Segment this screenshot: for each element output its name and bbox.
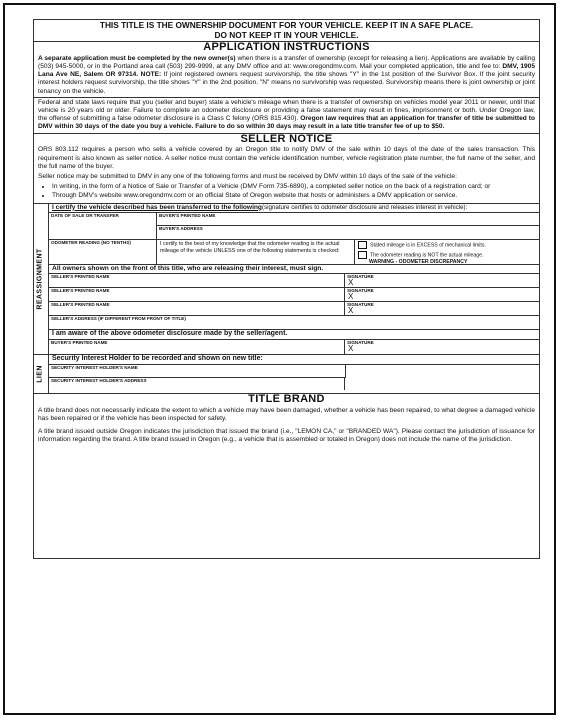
seller-address-row	[49, 316, 539, 330]
seller-notice-section	[34, 134, 539, 204]
application-p2-bold: Oregon law requires that an application for transfer of title be submitted to DMV within 30 days of the date you buy a vehicle. Failure to do so within 30 days may result in a late title transfer fee of up to $50.	[38, 115, 535, 131]
odometer-row	[49, 240, 539, 265]
odometer-reading-field[interactable]	[49, 240, 157, 264]
seller-name-label: SELLER'S PRINTED NAME	[51, 288, 110, 294]
seller-paragraph-1: ORS 803.112 requires a person who sells a vehicle covered by an Oregon title to notify DMV of the sale within 10 days of the date of the sales transaction. This requirement is also known as seller notice. A seller notice must contain the vehicle identification number, vehicle registration plate number, the full name of the seller, and the full name of the buyer.	[38, 146, 535, 170]
reassignment-side-label	[34, 204, 49, 354]
title-back-document	[33, 19, 540, 559]
reassignment-side-text: REASSIGNMENT	[36, 248, 44, 310]
application-p1-rest: when there is a transfer of ownership (except for releasing a lien). Applications are available by calling (503) 945-5000, or in the Portland area call (503) 299-9999, at any DMV office and at: www.oregondmv.com. Mail your completed application, title and fee to:	[38, 54, 535, 70]
seller-row-3	[49, 302, 539, 316]
signature-x-mark: X	[348, 306, 354, 316]
excess-label: Stated mileage is in EXCESS of mechanical limits.	[370, 242, 486, 249]
seller-row-1	[49, 274, 539, 288]
buyer-name-field-2[interactable]	[49, 340, 345, 354]
lien-statement-row	[49, 355, 539, 365]
lien-side-label	[34, 355, 49, 393]
title-brand-title: TITLE BRAND	[248, 393, 325, 406]
signature-label: SIGNATURE	[347, 302, 374, 308]
certify-text: I certify the vehicle described has been transferred to the following	[52, 203, 262, 211]
lien-statement: Security Interest Holder to be recorded and shown on new title:	[52, 355, 263, 363]
brand-paragraph-2: A title brand issued outside Oregon indicates the jurisdiction that issued the brand (i.e., "LEMON CA," or "BRANDED WA"). Please contact the jurisdiction of issuance for information regarding the brand. A title brand issued in Oregon (e.g., a vehicle that is assembled or totaled in Oregon) does not include the name of the jurisdiction.	[38, 428, 535, 444]
lien-side-text: LIEN	[36, 365, 44, 383]
seller-notice-bullet: • In writing, in the form of a Notice of Sale or Transfer of a Vehicle (DMV Form 735-6890), a completed seller notice on the back of a registration card; or	[52, 183, 539, 191]
application-paragraph-2	[34, 98, 539, 133]
owners-statement-row	[49, 265, 539, 274]
seller-notice-title: SELLER NOTICE	[240, 132, 333, 145]
buyer-signature-x-mark: X	[348, 344, 354, 354]
buyer-address-label: BUYER'S ADDRESS	[159, 225, 203, 231]
seller-notice-list	[34, 183, 539, 200]
reassignment-section	[34, 204, 539, 355]
application-instructions-title: APPLICATION INSTRUCTIONS	[203, 41, 370, 54]
aware-statement: I am aware of the above odometer disclosure made by the seller/agent.	[52, 330, 288, 338]
seller-signature-field[interactable]	[345, 302, 539, 315]
seller-address-label: SELLER'S ADDRESS (IF DIFFERENT FROM FRONT OF TITLE)	[51, 316, 186, 322]
seller-notice-bullet: • Through DMV's website www.oregondmv.com or an official State of Oregon website that hosts or administers a DMV application or service.	[52, 192, 539, 200]
excess-option	[358, 241, 536, 249]
seller-row-2	[49, 288, 539, 302]
application-p2: Federal and state laws require that you (seller and buyer) state a vehicle's mileage when there is a transfer of ownership on vehicles model year 2011 or newer, until that vehicle is 20 years old or older. Failure to complete an odometer disclosure or providing a false statement may result in fines, imprisonment or both. Under Oregon law, the offense of submitting a false odometer disclosure is a Class C felony (ORS 815.430).	[38, 98, 535, 123]
owners-statement: All owners shown on the front of this title, who are releasing their interest, must sign.	[52, 264, 324, 272]
brand-paragraph-1: A title brand does not necessarily indicate the extent to which a vehicle may have been damaged, whether a vehicle has been repaired, to what degree a damaged vehicle has been repaired or if the vehicle has been inspected for safety.	[38, 406, 535, 422]
buyer-signature-field[interactable]	[345, 340, 539, 354]
seller-name-field[interactable]	[49, 288, 345, 301]
lien-name-label: SECURITY INTEREST HOLDER'S NAME	[51, 364, 138, 370]
seller-name-label: SELLER'S PRINTED NAME	[51, 302, 110, 308]
lien-section	[34, 355, 539, 394]
signature-label: SIGNATURE	[347, 288, 374, 294]
signature-label: SIGNATURE	[347, 274, 374, 280]
not-actual-option	[358, 251, 536, 259]
buyer-name-label-2: BUYER'S PRINTED NAME	[51, 340, 108, 346]
seller-signature-field[interactable]	[345, 274, 539, 287]
lien-name-field[interactable]	[49, 365, 346, 378]
date-of-sale-label: DATE OF SALE OR TRANSFER	[51, 212, 119, 218]
document-header	[34, 20, 539, 42]
page-frame	[3, 3, 556, 715]
lien-form	[49, 355, 539, 393]
not-actual-checkbox[interactable]	[358, 251, 367, 259]
odometer-law-section	[34, 98, 539, 134]
signature-x-mark: X	[348, 278, 354, 288]
certify-note: (signature certifies to odometer disclosure and releases interest in vehicle):	[261, 203, 468, 211]
odometer-options	[355, 240, 539, 264]
seller-paragraph-2: Seller notice may be submitted to DMV in any one of the following forms and must be received by DMV within 10 days of the sale of the vehicle:	[38, 172, 457, 180]
buyer-address-field[interactable]	[157, 226, 539, 239]
seller-name-field[interactable]	[49, 302, 345, 315]
application-p1-bold: A separate application must be completed by the new owner(s)	[38, 54, 236, 62]
buyer-signature-label: SIGNATURE	[347, 340, 374, 346]
seller-name-field[interactable]	[49, 274, 345, 287]
aware-statement-row	[49, 330, 539, 340]
seller-name-label: SELLER'S PRINTED NAME	[51, 274, 110, 280]
application-p1-end: If joint registered owners request survivorship, the title shows "Y" in the 1st position of the Survivor Box. If the joint security interest holders request survivorship, the title shows "Y" in the 2nd position. "N" means no survivorship was requested. Survivorship means there is joint ownership or joint tenancy on the vehicle.	[38, 71, 535, 95]
application-address: DMV, 1905 Lana Ave NE, Salem OR 97314. NOTE:	[38, 62, 535, 79]
lien-address-field[interactable]	[49, 378, 345, 390]
seller-signature-field[interactable]	[345, 288, 539, 301]
not-actual-label: The odometer reading is NOT the actual mileage.	[370, 252, 484, 259]
signature-x-mark: X	[348, 292, 354, 302]
lien-address-label: SECURITY INTEREST HOLDER'S ADDRESS	[51, 377, 147, 383]
application-paragraph-1	[34, 54, 539, 97]
certify-statement	[49, 204, 539, 213]
odometer-label: ODOMETER READING (NO TENTHS)	[51, 239, 131, 245]
title-brand-section	[34, 394, 539, 445]
sale-buyer-row	[49, 213, 539, 240]
odometer-warning: WARNING - ODOMETER DISCREPANCY	[369, 258, 468, 265]
buyer-sign-row	[49, 340, 539, 354]
buyer-name-field[interactable]	[157, 213, 539, 226]
header-line-1: THIS TITLE IS THE OWNERSHIP DOCUMENT FOR YOUR VEHICLE. KEEP IT IN A SAFE PLACE.	[99, 20, 474, 30]
odometer-certification: I certify to the best of my knowledge that the odometer reading is the actual mileage of the vehicle UNLESS one of the following statements is checked:	[157, 240, 355, 264]
excess-checkbox[interactable]	[358, 241, 367, 249]
reassignment-form	[49, 204, 539, 354]
seller-address-field[interactable]	[49, 316, 539, 329]
application-instructions-section	[34, 42, 539, 98]
date-of-sale-field[interactable]	[49, 213, 157, 239]
header-line-2: DO NOT KEEP IT IN YOUR VEHICLE.	[214, 29, 359, 40]
buyer-block	[157, 213, 539, 239]
buyer-name-label: BUYER'S PRINTED NAME	[159, 212, 216, 218]
